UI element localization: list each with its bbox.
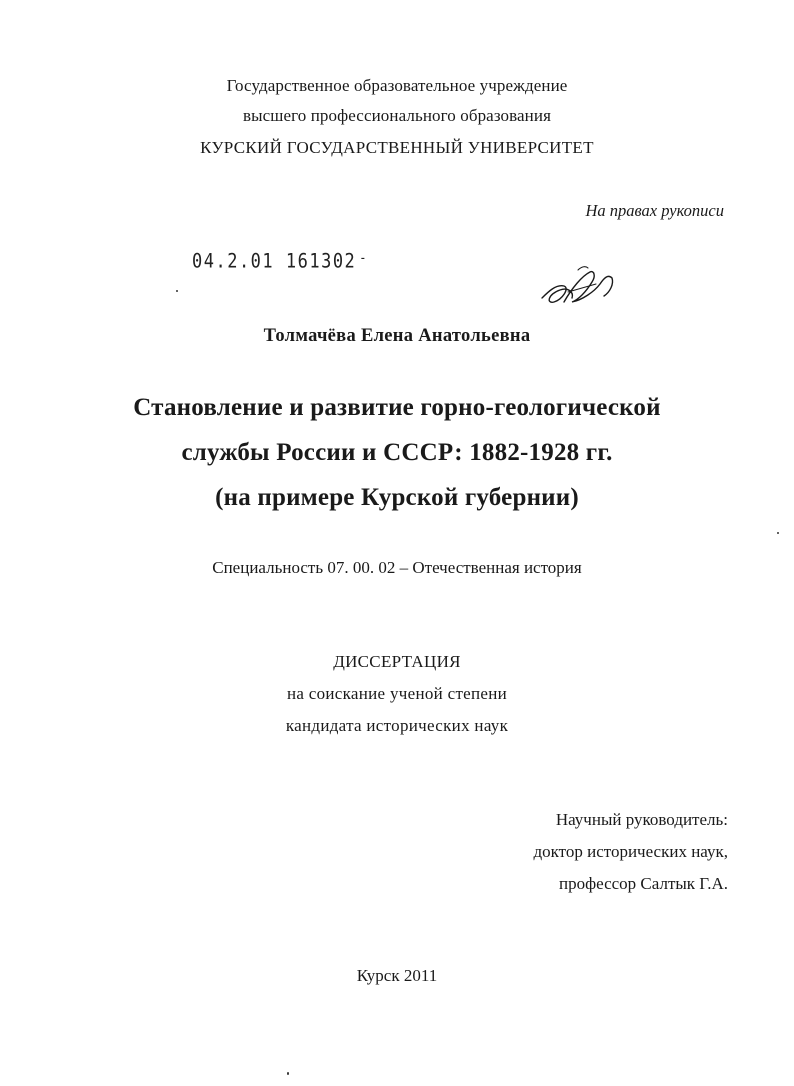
specialty: Специальность 07. 00. 02 – Отечественная история [212, 558, 582, 577]
scan-speck [176, 290, 178, 292]
dissertation-purpose: на соискание ученой степени [286, 684, 508, 703]
catalog-code: 04.2.01 161302 - [192, 250, 369, 273]
title-line-2: службы России и СССР: 1882-1928 гг. [181, 439, 613, 466]
scan-speck [287, 1072, 289, 1075]
institution-line-2: высшего профессионального образования [243, 106, 551, 125]
city-year: Курск 2011 [356, 966, 438, 985]
signature-icon [538, 262, 618, 310]
title-line-3: (на примере Курской губернии) [215, 484, 579, 511]
dissertation-degree: кандидата исторических наук [285, 716, 509, 735]
university-name: КУРСКИЙ ГОСУДАРСТВЕННЫЙ УНИВЕРСИТЕТ [200, 138, 594, 157]
supervisor-name: профессор Салтык Г.А. [559, 874, 728, 893]
scan-speck [777, 532, 779, 534]
manuscript-rights-note: На правах рукописи [585, 201, 724, 220]
title-line-1: Становление и развитие горно-геологической [133, 394, 661, 421]
supervisor-degree: доктор исторических наук, [533, 842, 728, 861]
author-name: Толмачёва Елена Анатольевна [263, 326, 531, 346]
dissertation-type: ДИССЕРТАЦИЯ [333, 652, 461, 671]
supervisor-label: Научный руководитель: [555, 810, 728, 829]
institution-line-1: Государственное образовательное учреждение [226, 76, 568, 95]
